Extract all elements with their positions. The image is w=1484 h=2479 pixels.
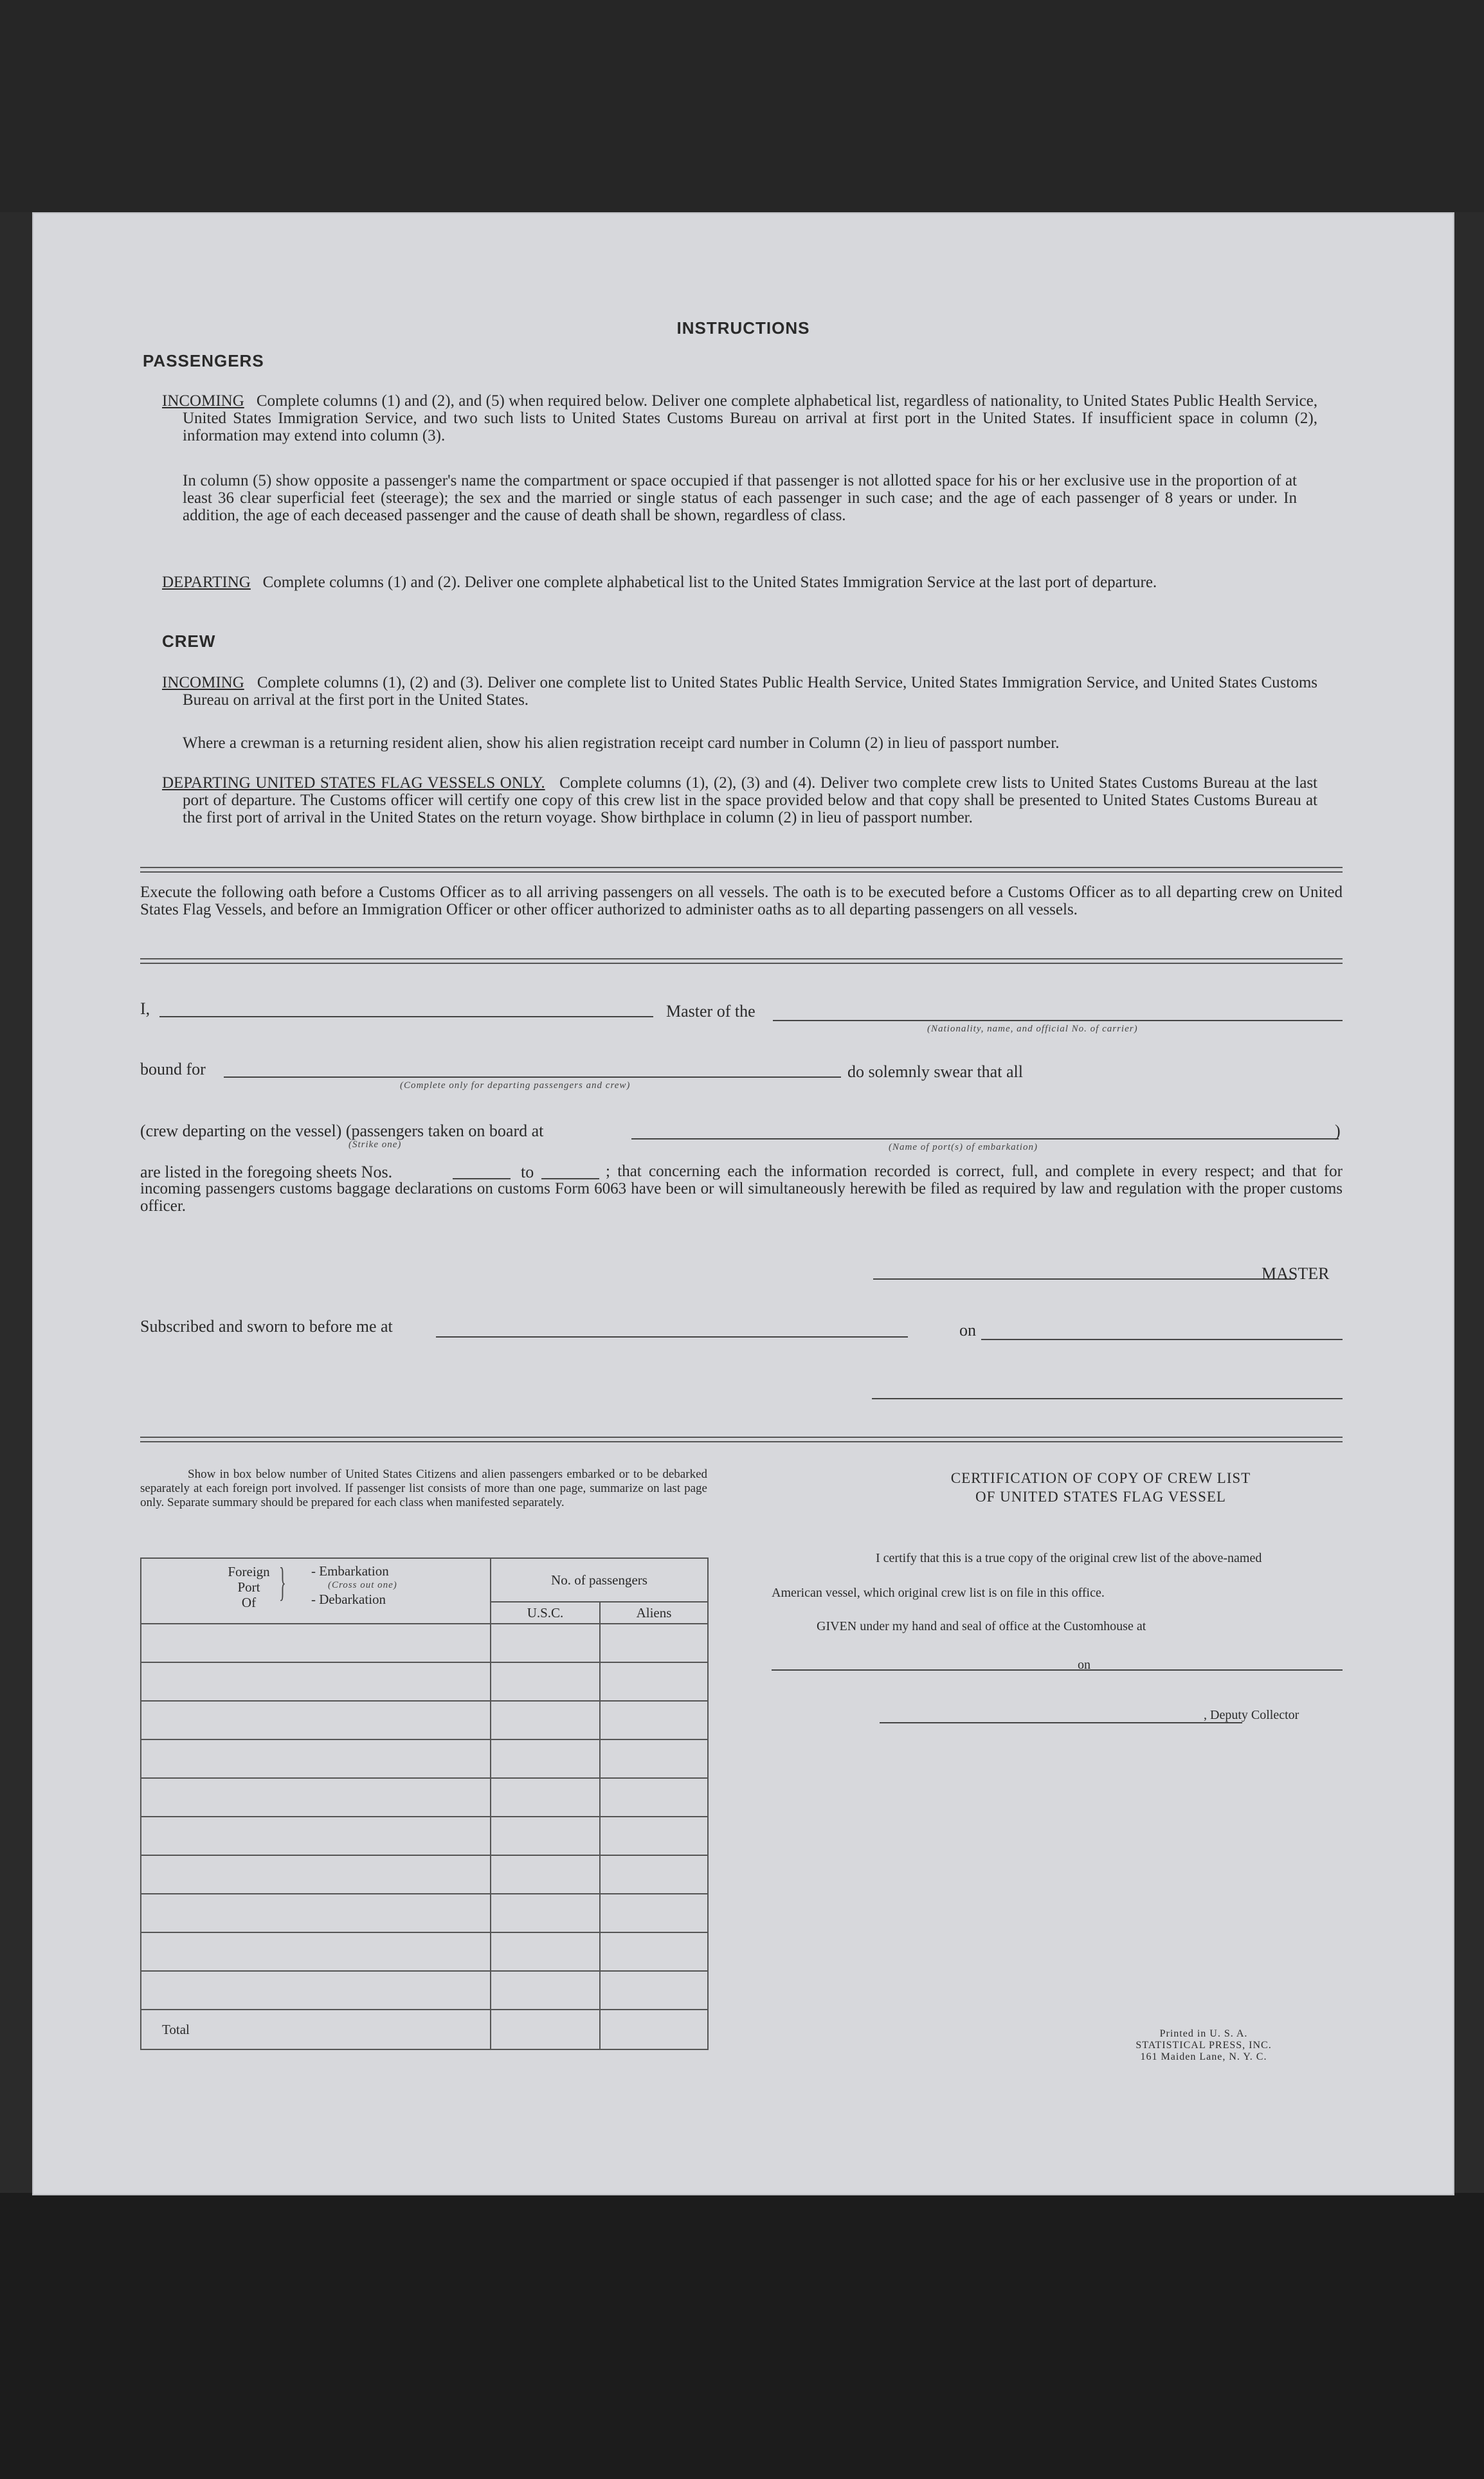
port-caption: (Name of port(s) of embarkation)	[889, 1142, 1038, 1152]
close-paren: )	[1335, 1121, 1341, 1140]
master-of-the-label: Master of the	[666, 1002, 756, 1021]
passenger-box-instructions: Show in box below number of United States Citizens and alien passengers embarked or to be debarked separately at each foreign port involved. If passenger list consists of more than one page, summarize on last page only. Separate summary should be prepared for each class when manifested separately.	[140, 1467, 707, 1509]
imprint-line3: 161 Maiden Lane, N. Y. C.	[1140, 2051, 1267, 2062]
debarkation-label: - Debarkation	[311, 1592, 386, 1607]
passenger-row	[141, 1739, 708, 1778]
passengers-incoming-label: INCOMING	[162, 392, 244, 410]
oath-divider	[140, 958, 1343, 964]
aliens-cell[interactable]	[600, 1739, 708, 1778]
aliens-cell[interactable]	[600, 1624, 708, 1662]
officer-signature-field[interactable]	[872, 1398, 1343, 1399]
strike-one-caption: (Strike one)	[348, 1140, 402, 1150]
master-name-field[interactable]	[159, 1016, 653, 1017]
aliens-cell[interactable]	[600, 1817, 708, 1855]
crew-departing-paragraph	[162, 774, 1317, 826]
usc-cell[interactable]	[491, 1971, 600, 2010]
sheets-statement: ; that concerning each the information recorded is correct, full, and complete in every respect; and that for incoming passengers customs baggage declarations on customs Form 6063 have been or will simultaneously herewith be filed as required by law and regulation with the proper customs officer.	[140, 1163, 1343, 1215]
swear-text: do solemnly swear that all	[847, 1062, 1023, 1081]
usc-cell[interactable]	[491, 1817, 600, 1855]
passenger-row	[141, 1817, 708, 1855]
passenger-rows	[141, 1624, 708, 2010]
crew-incoming-label: INCOMING	[162, 674, 244, 691]
passengers-departing-label: DEPARTING	[162, 574, 251, 591]
port-header-cell	[141, 1558, 491, 1624]
subscribed-label: Subscribed and sworn to before me at	[140, 1317, 393, 1336]
usc-cell[interactable]	[491, 1894, 600, 1932]
scan-background-bottom	[0, 2193, 1484, 2479]
port-cell[interactable]	[141, 1624, 491, 1662]
deputy-collector-label: , Deputy Collector	[1204, 1708, 1299, 1722]
usc-cell[interactable]	[491, 1739, 600, 1778]
passenger-row	[141, 1971, 708, 2010]
crew-departing-text: Complete columns (1), (2), (3) and (4). Deliver two complete crew lists to United States Customs Bureau at the last port of departure. The Customs officer will certify one copy of this crew list in the space provided below and that copy shall be presented to United States Customs Bureau at the first port of arrival in the United States on the return voyage. Show birthplace in column (2) in lieu of passport number.	[183, 774, 1317, 826]
lower-divider	[140, 1437, 1343, 1442]
usc-cell[interactable]	[491, 1624, 600, 1662]
crew-departing-label: DEPARTING UNITED STATES FLAG VESSELS ONLY.	[162, 774, 545, 792]
crew-incoming-text: Complete columns (1), (2) and (3). Deliver one complete list to United States Public Health Service, United States Immigration Service, and United States Customs Bureau on arrival at the first port in the United States.	[183, 674, 1317, 709]
passengers-heading: PASSENGERS	[143, 351, 264, 370]
passengers-departing-text: Complete columns (1) and (2). Deliver one complete alphabetical list to the United States Immigration Service at the last port of departure.	[262, 574, 1157, 591]
passenger-row	[141, 1662, 708, 1701]
usc-header: U.S.C.	[491, 1602, 600, 1624]
carrier-caption: (Nationality, name, and official No. of carrier)	[927, 1024, 1138, 1034]
embarkation-label: - Embarkation	[311, 1563, 389, 1579]
form-sheet	[33, 213, 1453, 2194]
sworn-on-label: on	[959, 1321, 976, 1339]
scan-background-top	[0, 0, 1484, 212]
passengers-incoming-text: Complete columns (1) and (2), and (5) when required below. Deliver one complete alphabetical list, regardless of nationality, to United States Public Health Service, United States Immigration Service, and two such lists to United States Customs Bureau on arrival at first port in the United States. If insufficient space in column (2), information may extend into column (3).	[183, 392, 1318, 444]
cross-out-caption: (Cross out one)	[328, 1580, 397, 1590]
aliens-cell[interactable]	[600, 1971, 708, 2010]
crew-heading: CREW	[162, 631, 216, 651]
master-signature-field[interactable]	[873, 1278, 1295, 1280]
crew-resident-paragraph: Where a crewman is a returning resident alien, show his alien registration receipt card number in Column (2) in lieu of passport number.	[183, 734, 1060, 752]
passengers-departing-paragraph	[162, 574, 1317, 591]
passenger-row	[141, 1932, 708, 1971]
embarkation-port-field[interactable]	[631, 1138, 1339, 1140]
usc-cell[interactable]	[491, 1701, 600, 1739]
bracket-icon: }	[279, 1559, 286, 1604]
certify-line1: I certify that this is a true copy of the original crew list of the above-named	[876, 1551, 1262, 1565]
oath-instructions: Execute the following oath before a Customs Officer as to all arriving passengers on all vessels. The oath is to be executed before a Customs Officer as to all departing crew on United States Flag Vessels, and before an Immigration Officer or other officer authorized to administer oaths as to all departing passengers on all vessels.	[140, 884, 1343, 918]
printer-imprint	[1120, 2028, 1287, 2063]
bound-for-label: bound for	[140, 1060, 206, 1078]
total-aliens-cell[interactable]	[600, 2010, 708, 2049]
usc-cell[interactable]	[491, 1778, 600, 1817]
certification-title-line2: OF UNITED STATES FLAG VESSEL	[975, 1489, 1226, 1505]
aliens-cell[interactable]	[600, 1894, 708, 1932]
usc-cell[interactable]	[491, 1662, 600, 1701]
sworn-place-field[interactable]	[436, 1336, 908, 1338]
passenger-row	[141, 1778, 708, 1817]
foreign-port-of-label	[220, 1564, 278, 1610]
port-cell[interactable]	[141, 1894, 491, 1932]
port-label: Port	[237, 1579, 260, 1595]
port-cell[interactable]	[141, 1971, 491, 2010]
aliens-cell[interactable]	[600, 1662, 708, 1701]
crew-incoming-paragraph	[162, 674, 1317, 709]
aliens-cell[interactable]	[600, 1932, 708, 1971]
foreign-label: Foreign	[228, 1564, 270, 1579]
crew-departing-text: (crew departing on the vessel) (passengers taken on board at	[140, 1121, 544, 1140]
instructions-title: INSTRUCTIONS	[676, 318, 810, 338]
sheets-prefix: are listed in the foregoing sheets Nos.	[140, 1163, 393, 1181]
port-cell[interactable]	[141, 1739, 491, 1778]
given-text: GIVEN under my hand and seal of office at the Customhouse at	[817, 1619, 1146, 1633]
port-cell[interactable]	[141, 1662, 491, 1701]
port-cell[interactable]	[141, 1701, 491, 1739]
usc-cell[interactable]	[491, 1932, 600, 1971]
passenger-row	[141, 1624, 708, 1662]
passenger-summary-table	[140, 1557, 709, 2050]
carrier-field[interactable]	[773, 1020, 1343, 1021]
certification-on-label: on	[1078, 1658, 1090, 1672]
imprint-line2: STATISTICAL PRESS, INC.	[1136, 2040, 1272, 2051]
passengers-incoming-paragraph	[162, 392, 1317, 444]
imprint-line1: Printed in U. S. A.	[1159, 2028, 1248, 2039]
aliens-cell[interactable]	[600, 1701, 708, 1739]
aliens-cell[interactable]	[600, 1855, 708, 1894]
aliens-cell[interactable]	[600, 1778, 708, 1817]
certify-line2: American vessel, which original crew list is on file in this office.	[772, 1586, 1105, 1600]
oath-i-label: I,	[140, 999, 150, 1018]
certification-title	[779, 1469, 1422, 1506]
customhouse-field[interactable]	[772, 1669, 1107, 1671]
aliens-header: Aliens	[600, 1602, 708, 1624]
section-divider	[140, 867, 1343, 873]
no-of-passengers-header: No. of passengers	[491, 1558, 708, 1602]
sheets-to-label: to	[521, 1163, 534, 1181]
master-signature-label: MASTER	[1262, 1264, 1330, 1283]
bound-for-caption: (Complete only for departing passengers and crew)	[400, 1080, 631, 1091]
port-cell[interactable]	[141, 1855, 491, 1894]
passengers-column5-paragraph: In column (5) show opposite a passenger's name the compartment or space occupied if that passenger is not allotted space for his or her exclusive use in the proportion of at least 36 clear superficial feet (steerage); the sex and the married or single status of each passenger in such case; and the age of each passenger of 8 years or under. In addition, the age of each deceased passenger and the cause of death shall be shown, regardless of class.	[183, 472, 1297, 524]
embark-debark-label	[311, 1564, 397, 1606]
port-cell[interactable]	[141, 1817, 491, 1855]
total-usc-cell[interactable]	[491, 2010, 600, 2049]
port-cell[interactable]	[141, 1778, 491, 1817]
deputy-collector-field[interactable]	[880, 1722, 1242, 1723]
passenger-row	[141, 1855, 708, 1894]
certification-date-field[interactable]	[1096, 1669, 1343, 1671]
bound-for-field[interactable]	[224, 1076, 841, 1078]
passenger-row	[141, 1894, 708, 1932]
passenger-row	[141, 1701, 708, 1739]
of-label: Of	[241, 1595, 257, 1610]
usc-cell[interactable]	[491, 1855, 600, 1894]
certification-title-line1: CERTIFICATION OF COPY OF CREW LIST	[950, 1470, 1251, 1486]
total-label: Total	[141, 2010, 491, 2049]
sworn-date-field[interactable]	[981, 1339, 1343, 1340]
port-cell[interactable]	[141, 1932, 491, 1971]
